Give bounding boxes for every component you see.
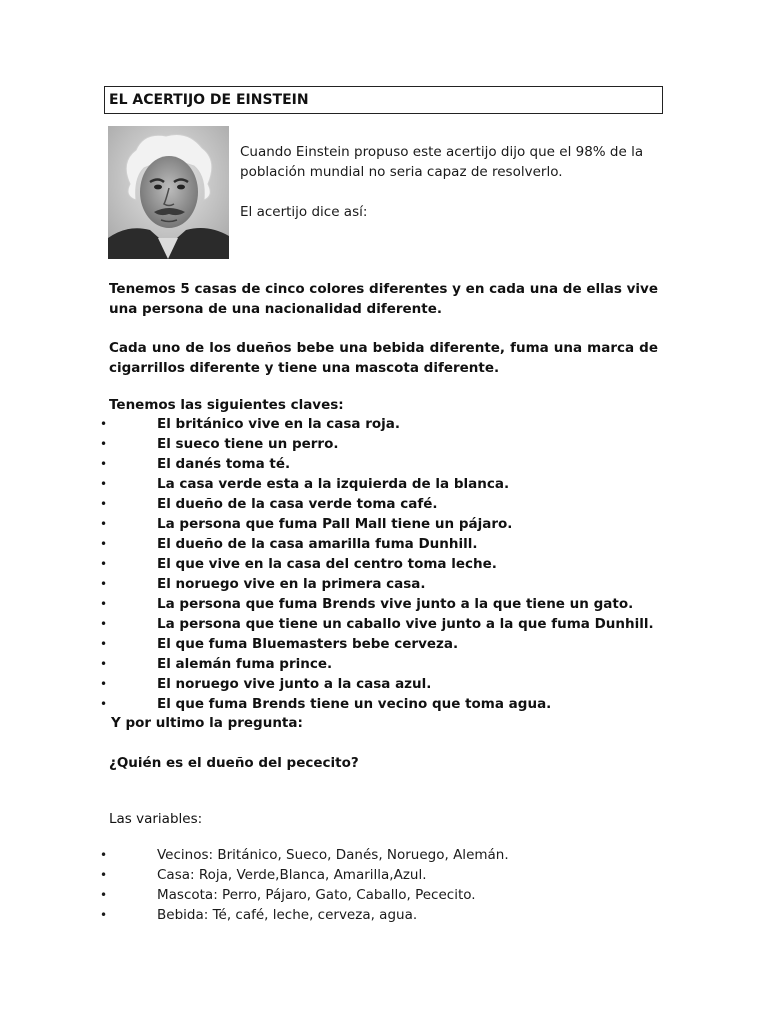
clues-heading: Tenemos las siguientes claves: [109,397,344,413]
question: ¿Quién es el dueño del pececito? [109,755,359,771]
bullet-icon: • [100,888,108,902]
bullet-icon: • [100,848,108,862]
list-item [100,434,660,454]
clues-list [100,414,660,714]
list-item [100,885,660,905]
clue-text: El sueco tiene un perro. [157,436,339,452]
variable-text: Mascota: Perro, Pájaro, Gato, Caballo, Pececito. [157,887,476,903]
bullet-icon: • [100,657,108,671]
bullet-icon: • [100,437,108,451]
list-item [100,534,660,554]
bullet-icon: • [100,697,108,711]
bullet-icon: • [100,417,108,431]
bullet-icon: • [100,457,108,471]
clue-text: El que fuma Bluemasters bebe cerveza. [157,636,459,652]
document-title: EL ACERTIJO DE EINSTEIN [104,86,663,114]
list-item [100,514,660,534]
clue-text: El dueño de la casa verde toma café. [157,496,438,512]
clue-text: El noruego vive junto a la casa azul. [157,676,432,692]
list-item [100,594,660,614]
bullet-icon: • [100,537,108,551]
clue-text: El alemán fuma prince. [157,656,333,672]
list-item [100,414,660,434]
variables-heading: Las variables: [109,811,203,827]
bullet-icon: • [100,597,108,611]
list-item [100,574,660,594]
bullet-icon: • [100,557,108,571]
bullet-icon: • [100,908,108,922]
variable-text: Casa: Roja, Verde,Blanca, Amarilla,Azul. [157,867,427,883]
variable-text: Vecinos: Británico, Sueco, Danés, Noruego, Alemán. [157,847,509,863]
bullet-icon: • [100,517,108,531]
list-item [100,454,660,474]
clue-text: La persona que tiene un caballo vive junto a la que fuma Dunhill. [157,616,654,632]
list-item [100,865,660,885]
clue-text: El que fuma Brends tiene un vecino que toma agua. [157,696,552,712]
bullet-icon: • [100,868,108,882]
clue-text: La casa verde esta a la izquierda de la blanca. [157,476,510,492]
clue-text: El danés toma té. [157,456,291,472]
question-intro: Y por ultimo la pregunta: [111,715,303,731]
clue-text: El que vive en la casa del centro toma leche. [157,556,497,572]
clue-text: El noruego vive en la primera casa. [157,576,426,592]
intro-text [240,142,664,222]
variables-list [100,845,660,925]
list-item [100,905,660,925]
list-item [100,554,660,574]
list-item [100,614,660,634]
list-item [100,474,660,494]
list-item [100,654,660,674]
bullet-icon: • [100,677,108,691]
variable-text: Bebida: Té, café, leche, cerveza, agua. [157,907,418,923]
clue-text: La persona que fuma Pall Mall tiene un pájaro. [157,516,513,532]
bullet-icon: • [100,577,108,591]
clue-text: El dueño de la casa amarilla fuma Dunhill. [157,536,478,552]
portrait-icon [108,126,229,259]
bullet-icon: • [100,637,108,651]
list-item [100,494,660,514]
paragraph-owners: Cada uno de los dueños bebe una bebida diferente, fuma una marca de cigarrillos diferente y tiene una mascota diferente. [109,340,658,376]
list-item [100,694,660,714]
bullet-icon: • [100,617,108,631]
paragraph-houses: Tenemos 5 casas de cinco colores diferentes y en cada una de ellas vive una persona de una nacionalidad diferente. [109,281,658,317]
clue-text: La persona que fuma Brends vive junto a la que tiene un gato. [157,596,634,612]
bullet-icon: • [100,477,108,491]
intro-statement: Cuando Einstein propuso este acertijo dijo que el 98% de la población mundial no seria capaz de resolverlo. [240,144,644,180]
bullet-icon: • [100,497,108,511]
list-item [100,634,660,654]
clue-text: El británico vive en la casa roja. [157,416,401,432]
einstein-portrait-image [108,126,229,259]
intro-lead: El acertijo dice así: [240,204,368,220]
list-item [100,845,660,865]
list-item [100,674,660,694]
